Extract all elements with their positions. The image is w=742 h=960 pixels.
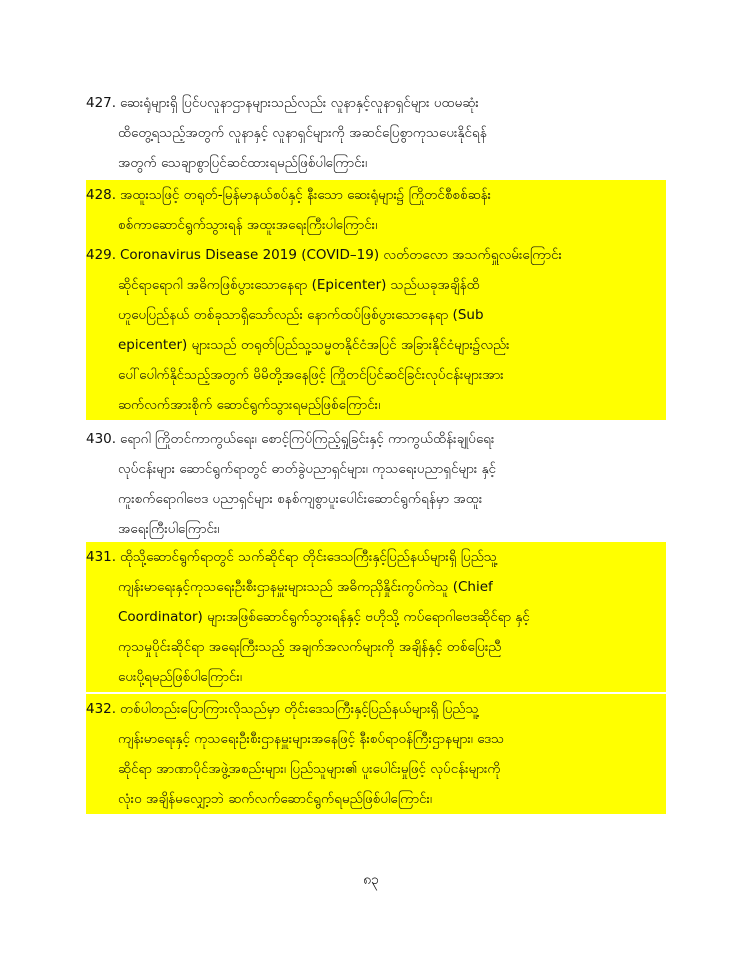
paragraph-line: ပေါ်ပေါက်နိုင်သည့်အတွက် မိမိတို့အနေဖြင့် ကြိုတင်ပြင်ဆင်ခြင်းလုပ်ငန်းများအား (86, 360, 666, 390)
paragraph-line: စစ်ကာဆောင်ရွက်သွားရန် အထူးအရေးကြီးပါကြောင်း၊ (86, 210, 666, 240)
paragraph-line: ဆိုင်ရာ အာဏာပိုင်အဖွဲ့အစည်းများ၊ ပြည်သူများ၏ ပူးပေါင်းမှုဖြင့် လုပ်ငန်းများကို (86, 754, 666, 784)
paragraph-427 (86, 88, 666, 178)
paragraph-line (86, 240, 666, 270)
paragraph-number: 427. (86, 95, 117, 111)
paragraph-number: 432. (86, 701, 117, 717)
paragraph-line: ဟူပေပြည်နယ် တစ်ခုသာရှိသော်လည်း နောက်ထပ်ဖြစ်ပွားသောနေရာ (Sub (86, 300, 666, 330)
paragraph-line (86, 88, 666, 118)
paragraph-line: ပေးပို့ရမည်ဖြစ်ပါကြောင်း၊ (86, 662, 666, 692)
paragraph-number: 431. (86, 549, 117, 565)
paragraph-text: တစ်ပါတည်းပြောကြားလိုသည်မှာ တိုင်းဒေသကြီးနှင့်ပြည်နယ်များရှိ ပြည်သူ့ (120, 701, 479, 717)
paragraph-line: ကျန်းမာရေးနှင့် ကုသရေးဦးစီးဌာနမှူးများအနေဖြင့် နီးစပ်ရာဝန်ကြီးဌာနများ၊ ဒေသ (86, 724, 666, 754)
paragraph-line (86, 694, 666, 724)
paragraph-line: epicenter) များသည် တရုတ်ပြည်သူ့သမ္မတနိုင်ငံအပြင် အခြားနိုင်ငံများ၌လည်း (86, 330, 666, 360)
paragraph-number: 428. (86, 187, 117, 203)
paragraph-text: ဆေးရုံများရှိ ပြင်ပလူနာဌာနများသည်လည်း လူနာနှင့်လူနာရှင်များ ပထမဆုံး (120, 95, 479, 111)
paragraph-line: လုပ်ငန်းများ ဆောင်ရွက်ရာတွင် ဓာတ်ခွဲပညာရှင်များ၊ ကုသရေးပညာရှင်များ နှင့် (118, 461, 497, 477)
paragraph-line: ဆက်လက်အားစိုက် ဆောင်ရွက်သွားရမည်ဖြစ်ကြောင်း၊ (86, 390, 666, 420)
paragraph-line: Coordinator) များအဖြစ်ဆောင်ရွက်သွားရန်နှင့် ဗဟိုသို့ ကပ်ရောဂါဗေဒဆိုင်ရာ နှင့် (86, 602, 666, 632)
paragraph-line: ကုသမှုပိုင်းဆိုင်ရာ အရေးကြီးသည့် အချက်အလက်များကို အချိန်နှင့် တစ်ပြေးညီ (86, 632, 666, 662)
paragraph-number: 429. (86, 247, 117, 263)
paragraph-429 (86, 240, 666, 420)
paragraph-text: ထိုသို့ဆောင်ရွက်ရာတွင် သက်ဆိုင်ရာ တိုင်းဒေသကြီးနှင့်ပြည်နယ်များရှိ ပြည်သူ့ (120, 549, 497, 565)
paragraph-line: အရေးကြီးပါကြောင်း၊ (118, 521, 220, 537)
paragraph-line (86, 542, 666, 572)
paragraph-text: အထူးသဖြင့် တရုတ်-မြန်မာနယ်စပ်နှင့် နီးသော ဆေးရုံများ၌ ကြိုတင်စီစစ်ဆန်း (120, 187, 492, 203)
paragraph-432 (86, 694, 666, 814)
paragraph-line (86, 424, 666, 454)
paragraph-text: ရောဂါ ကြိုတင်ကာကွယ်ရေး၊ စောင့်ကြပ်ကြည့်ရှုခြင်းနှင့် ကာကွယ်ထိန်းချုပ်ရေး (120, 431, 495, 447)
paragraph-line: ကျန်းမာရေးနှင့်ကုသရေးဦးစီးဌာနမှူးများသည် အဓိကညှိနှိုင်းကွပ်ကဲသူ (Chief (86, 572, 666, 602)
paragraph-number: 430. (86, 431, 117, 447)
paragraph-430 (86, 424, 666, 544)
paragraph-line: လုံး၀ အချိန်မလျှော့ဘဲ ဆက်လက်ဆောင်ရွက်ရမည်ဖြစ်ပါကြောင်း၊ (86, 784, 666, 814)
paragraph-428 (86, 180, 666, 240)
paragraph-431 (86, 542, 666, 692)
page-number: ၈၃ (363, 872, 379, 888)
paragraph-text: Coronavirus Disease 2019 (COVID–19) လတ်တလော အသက်ရှူလမ်းကြောင်း (120, 247, 562, 263)
paragraph-line: ဆိုင်ရာရောဂါ အဓိကဖြစ်ပွားသောနေရာ (Epicenter) သည်ယခုအချိန်ထိ (86, 270, 666, 300)
paragraph-line: ကူးစက်ရောဂါဗေဒ ပညာရှင်များ စနစ်ကျစွာပူးပေါင်းဆောင်ရွက်ရန်မှာ အထူး (118, 491, 483, 507)
paragraph-line: ထိတွေ့ရသည့်အတွက် လူနာနှင့် လူနာရှင်များကို အဆင်ပြေစွာကုသပေးနိုင်ရန် (118, 125, 487, 141)
paragraph-line: အတွက် သေချာစွာပြင်ဆင်ထားရမည်ဖြစ်ပါကြောင်း၊ (118, 155, 368, 171)
paragraph-line (86, 180, 666, 210)
